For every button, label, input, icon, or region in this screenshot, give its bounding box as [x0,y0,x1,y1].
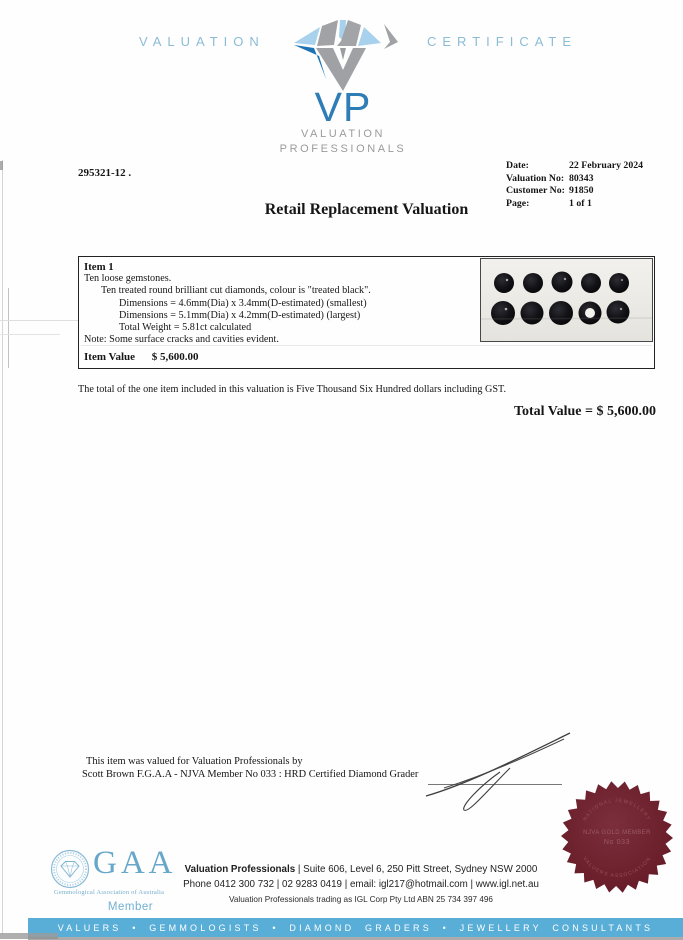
meta-label: Customer No: [506,185,565,197]
meta-value: 22 February 2024 [569,160,644,171]
diamond-logo-icon [285,16,399,94]
signature-scrawl [418,724,582,822]
item-line: Ten loose gemstones. [84,273,172,285]
scan-edge-line [2,160,3,935]
services-banner: VALUERS • GEMMOLOGISTS • DIAMOND GRADERS • JEWELLERY CONSULTANTS [28,918,683,937]
valuer-statement [82,755,418,781]
meta-row-valuation-no [506,173,643,186]
meta-label: Valuation No: [506,172,565,184]
reference-number: 295321-12 . [78,167,132,179]
item-value-row [84,351,199,363]
page-title: Retail Replacement Valuation [264,201,469,218]
seal-center-line2: No 033 [603,839,631,846]
gemstones-image [481,259,652,341]
gaa-emblem-icon [50,849,90,889]
seal-arc-top: NATIONAL JEWELLERY [582,797,652,823]
vp-monogram: VP [314,84,372,130]
valuer-statement-line2: Scott Brown F.G.A.A - NJVA Member No 033 : HRD Certified Diamond Grader [82,769,419,780]
njva-seal [560,780,674,894]
trading-line: Valuation Professionals trading as IGL Corp Pty Ltd ABN 25 734 397 496 [229,895,493,904]
gaa-full-name: Gemmological Association of Australia [53,889,165,896]
total-sentence: The total of the one item included in this valuation is Five Thousand Six Hundred dollars including GST. [78,384,507,395]
item-value-amount: $ 5,600.00 [151,351,199,363]
logo-name-line2: PROFESSIONALS [279,143,407,155]
seal-arc-bottom: VALUERS ASSOCIATION [581,855,653,880]
item-line: Ten treated round brilliant cut diamonds, colour is "treated black". [101,285,371,297]
item-line: Total Weight = 5.81ct calculated [119,322,252,334]
valuer-statement-line1: This item was valued for Valuation Professionals by [86,756,303,767]
meta-value: 1 of 1 [569,197,592,209]
gaa-member-label: Member [107,901,154,913]
seal-center-line1: NJVA GOLD MEMBER [583,830,651,836]
meta-row-customer-no [506,185,643,198]
meta-value: 80343 [569,172,594,184]
scan-crease [0,320,78,321]
item-line: Dimensions = 4.6mm(Dia) x 3.4mm(D-estimated) (smallest) [119,297,367,309]
company-address: | Suite 606, Level 6, 250 Pitt Street, Sydney NSW 2000 [295,864,538,875]
logo-name-line1: VALUATION [300,128,386,140]
header-word-certificate: CERTIFICATE [427,34,578,49]
meta-label: Date: [506,160,529,171]
address-line [146,862,576,877]
item-value-label: Item Value [84,351,136,363]
meta-label: Page: [506,197,530,209]
gemstone-photo [480,258,653,342]
contact-block [146,862,576,908]
item-line: Note: Some surface cracks and cavities evident. [84,334,279,346]
company-name: Valuation Professionals [184,864,296,875]
phone-email-line: Phone 0412 300 732 | 02 9283 0419 | email: igl217@hotmail.com | www.igl.net.au [183,879,539,890]
scan-crease [0,334,60,335]
item-line: Dimensions = 5.1mm(Dia) x 4.2mm(D-estimated) (largest) [119,309,361,321]
gaa-acronym: GAA [93,845,177,881]
header-word-valuation: VALUATION [139,34,265,49]
item-heading: Item 1 [84,261,114,273]
meta-row-date [506,160,643,173]
logo-name [248,127,438,157]
scan-edge-line [8,288,9,368]
total-value: Total Value = $ 5,600.00 [513,404,656,419]
scan-mark [0,161,3,170]
meta-value: 91850 [569,185,594,197]
